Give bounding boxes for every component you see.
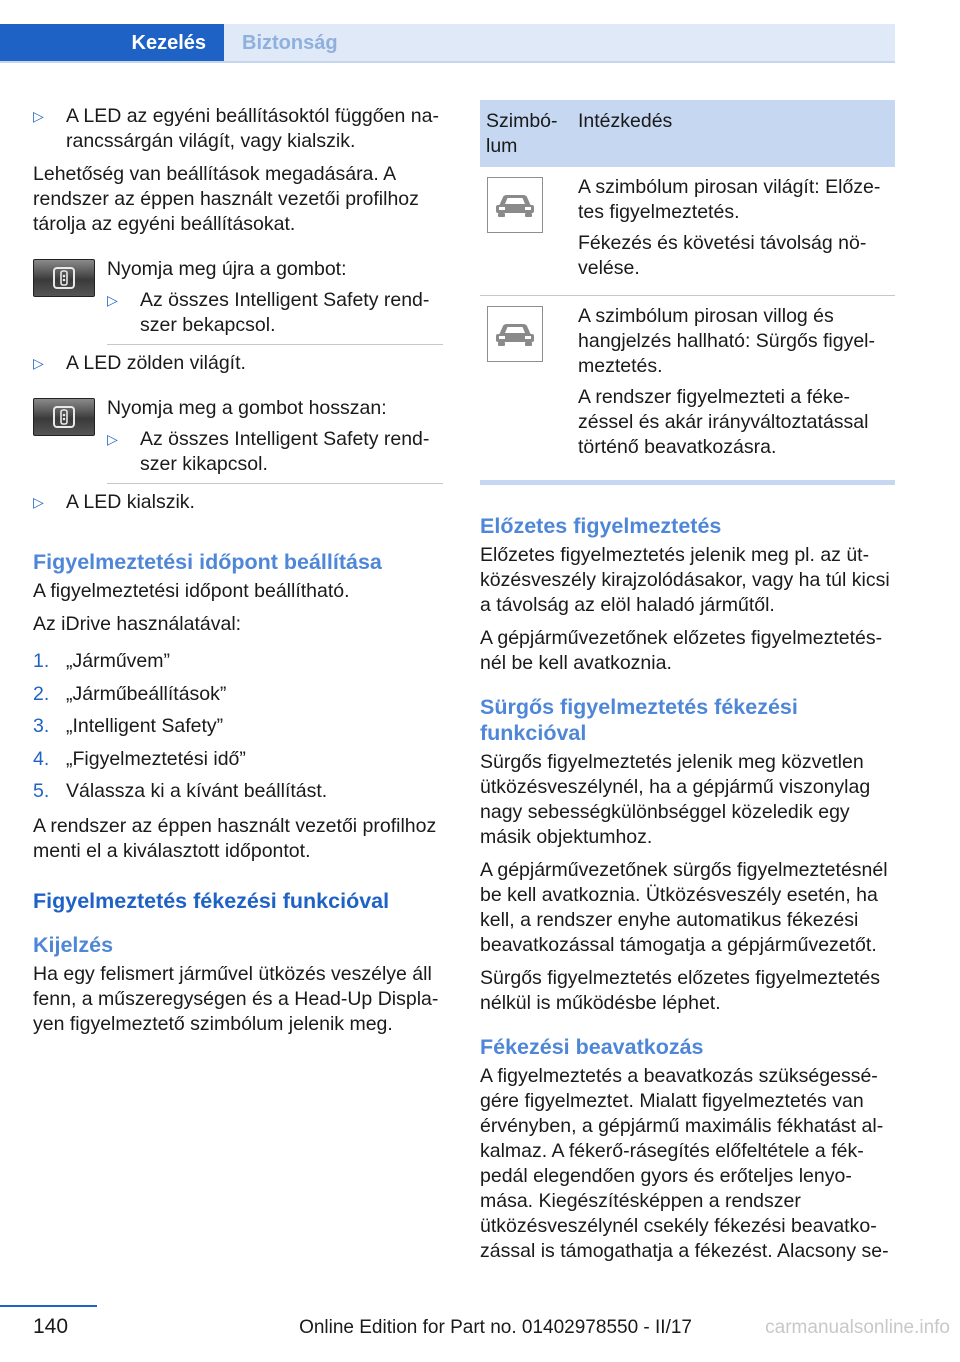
paragraph: Ha egy felismert járművel ütközés veszélye áll fenn, a műszeregységen és a Head-Up Displayen figyelmeztető szimbólum jelenik meg. bbox=[33, 962, 439, 1035]
list-item bbox=[33, 484, 443, 521]
button-instruction bbox=[33, 396, 443, 484]
list-item bbox=[33, 743, 443, 776]
page-header bbox=[0, 0, 960, 64]
step-number: 2. bbox=[33, 682, 50, 705]
table-row bbox=[480, 296, 895, 475]
edition-text: Online Edition for Part no. 01402978550 - II/17 bbox=[299, 1317, 692, 1338]
table-header-action: Intézkedés bbox=[572, 100, 895, 167]
list-item bbox=[33, 678, 443, 711]
table-text: A szimbólum pirosan világít: Előzetes figyelmeztetés. bbox=[578, 176, 881, 223]
list-item bbox=[107, 284, 443, 345]
section-heading: Előzetes figyelmeztetés bbox=[480, 514, 722, 538]
paragraph: A rendszer az éppen használt vezetői profilhoz menti el a kiválasztott időpontot. bbox=[33, 814, 437, 862]
table-header-symbol: Szimbólum bbox=[480, 100, 572, 167]
step-text: „Járműbeállítások” bbox=[66, 682, 227, 705]
right-column bbox=[480, 100, 895, 1272]
step-text: „Járművem” bbox=[66, 650, 171, 672]
subsection-heading: Kijelzés bbox=[33, 932, 114, 957]
step-text: Válassza ki a kívánt beállítást. bbox=[66, 780, 328, 802]
table-cell-symbol bbox=[480, 167, 572, 296]
footer-rule bbox=[0, 1305, 97, 1307]
triangle-bullet-icon: ▷ bbox=[33, 355, 44, 371]
list-item bbox=[33, 100, 443, 160]
button-instruction bbox=[33, 257, 443, 345]
section-heading: Figyelmeztetés fékezési funkcióval bbox=[33, 888, 390, 913]
section-heading: Fékezési beavatkozás bbox=[480, 1035, 704, 1059]
tab-biztonsag[interactable]: Biztonság bbox=[224, 24, 895, 62]
car-warning-icon bbox=[487, 306, 543, 362]
list-item-text: A LED zölden világít. bbox=[66, 352, 246, 374]
table-cell-action bbox=[572, 167, 895, 296]
triangle-bullet-icon: ▷ bbox=[107, 431, 118, 447]
tab-kezeles[interactable]: Kezelés bbox=[0, 24, 224, 62]
list-item-text: A LED az egyéni beállításoktól függően narancssárgán világít, vagy kialszik. bbox=[66, 105, 439, 152]
paragraph: A figyelmeztetés a beavatkozás szükségességére figyelmeztet. Mialatt figyelmeztetés van érvényben, a gépjármű maximális fékhatást alkalmaz. A fékerő-rásegítés előfeltétele a fékpedál elegendően gyors és erőteljes lenyomása. Kiegészítésképpen a rendszer ütközésveszélynél csekély fékezési beavatkozással is támogathatja a fékezést. Alacsony se- bbox=[480, 1065, 889, 1262]
button-instruction-text: Nyomja meg a gombot hosszan: bbox=[107, 397, 387, 419]
table-text: A rendszer figyelmezteti a fékezéssel és akár irányváltoztatással történő beavatkozásra. bbox=[578, 386, 869, 458]
paragraph: Sürgős figyelmeztetés előzetes figyelmeztetés nélkül is működésbe léphet. bbox=[480, 967, 880, 1014]
paragraph: Lehetőség van beállítások megadására. A rendszer az éppen használt vezetői profilhoz tárolja az egyéni beállításokat. bbox=[33, 163, 419, 235]
table-cell-symbol bbox=[480, 296, 572, 475]
button-instruction-body bbox=[107, 257, 443, 345]
paragraph: A figyelmeztetési időpont beállítható. bbox=[33, 580, 350, 602]
list-item-text: Az összes Intelligent Safety rendszer bekapcsol. bbox=[140, 289, 430, 336]
list-item bbox=[33, 775, 443, 808]
table-row bbox=[480, 167, 895, 296]
list-item bbox=[33, 645, 443, 678]
table-text: A szimbólum pirosan villog és hangjelzés hallható: Sürgős figyelmeztetés. bbox=[578, 305, 876, 377]
list-item-text: A LED kialszik. bbox=[66, 491, 195, 513]
car-warning-icon bbox=[487, 177, 543, 233]
table-header-row bbox=[480, 100, 895, 167]
triangle-bullet-icon: ▷ bbox=[33, 494, 44, 510]
section-heading: Figyelmeztetési időpont beállítása bbox=[33, 550, 382, 574]
button-instruction-text: Nyomja meg újra a gombot: bbox=[107, 258, 347, 280]
safety-button-image bbox=[33, 398, 95, 436]
left-column bbox=[33, 100, 443, 1045]
safety-button-image bbox=[33, 259, 95, 297]
paragraph: A gépjárművezetőnek sürgős figyelmeztetésnél be kell avatkoznia. Ütközésveszély esetén, ha kell, a rendszer enyhe automatikus fékezési beavatkozással támogatja a gépjárművezetőt. bbox=[480, 859, 888, 956]
triangle-bullet-icon: ▷ bbox=[107, 292, 118, 308]
watermark: carmanualsonline.info bbox=[765, 1317, 950, 1338]
section-heading: Sürgős figyelmeztetés fékezési funkcióval bbox=[480, 695, 798, 745]
symbol-table bbox=[480, 100, 895, 474]
paragraph: Előzetes figyelmeztetés jelenik meg pl. az ütközésveszély kirajzolódásakor, vagy ha túl kicsi a távolság az elöl haladó járműtől. bbox=[480, 544, 890, 616]
step-text: „Figyelmeztetési idő” bbox=[66, 747, 246, 770]
list-item-text: Az összes Intelligent Safety rendszer kikapcsol. bbox=[140, 428, 430, 475]
table-cell-action bbox=[572, 296, 895, 475]
paragraph: Az iDrive használatával: bbox=[33, 613, 242, 635]
table-text: Fékezés és követési távolság növelése. bbox=[578, 232, 867, 279]
paragraph: Sürgős figyelmeztetés jelenik meg közvetlen ütközésveszélynél, ha a gépjármű viszonylag nagy sebességkülönbséggel közeledik egy másik objektumhoz. bbox=[480, 751, 871, 848]
step-number: 1. bbox=[33, 650, 50, 672]
page-number: 140 bbox=[33, 1315, 69, 1338]
step-list bbox=[33, 645, 443, 808]
table-bottom-rule bbox=[480, 480, 895, 485]
paragraph: A gépjárművezetőnek előzetes figyelmeztetésnél be kell avatkoznia. bbox=[480, 627, 883, 674]
safety-button-icon bbox=[51, 265, 77, 291]
step-text: „Intelligent Safety” bbox=[66, 715, 224, 737]
list-item bbox=[33, 710, 443, 743]
step-number: 3. bbox=[33, 715, 50, 737]
button-instruction-body bbox=[107, 396, 443, 484]
header-divider bbox=[0, 61, 895, 63]
list-item bbox=[107, 423, 443, 484]
step-number: 5. bbox=[33, 780, 50, 802]
safety-button-icon bbox=[51, 404, 77, 430]
step-number: 4. bbox=[33, 747, 50, 770]
list-item bbox=[33, 345, 443, 382]
triangle-bullet-icon: ▷ bbox=[33, 108, 44, 124]
